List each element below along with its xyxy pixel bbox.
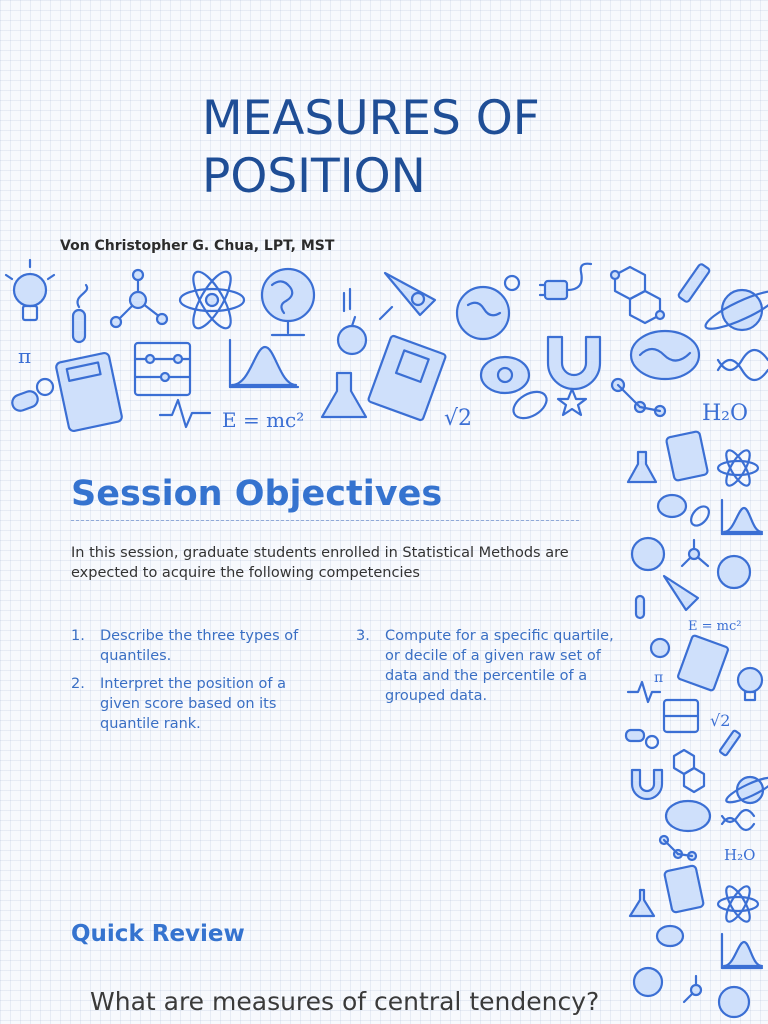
abacus-icon (664, 700, 698, 732)
beaker-icon-2 (630, 890, 654, 916)
bacteria-icon (688, 503, 713, 529)
atom-icon-2 (718, 883, 758, 925)
formula-icon: E = mc² (688, 619, 742, 634)
hexagon-molecule-icon (674, 750, 704, 792)
session-objectives-title: Session Objectives (71, 474, 443, 514)
dna-icon (718, 350, 768, 380)
saturn-icon (702, 285, 768, 335)
rocket-icon (380, 273, 435, 319)
calculator-icon (666, 431, 708, 481)
test-tube-icon (73, 285, 87, 342)
brain-icon (666, 801, 710, 831)
session-intro: In this session, graduate students enrolled in Statistical Methods are expected to acquire the following competencies (71, 545, 569, 581)
science-doodle-side (612, 430, 768, 1024)
list-item (71, 626, 316, 666)
calculator-icon-2 (664, 865, 704, 913)
chart-icon (722, 500, 762, 534)
slide-title (202, 90, 722, 206)
saturn-icon (724, 774, 768, 807)
cell-icon (658, 495, 686, 517)
atom-icon (180, 267, 244, 333)
list-number: 1. (71, 628, 85, 644)
molecule-icon-3 (684, 976, 701, 1002)
dna-icon (722, 810, 754, 830)
abacus-icon (135, 343, 190, 395)
water-icon: H₂O (702, 401, 749, 426)
objectives-list-right (356, 626, 616, 714)
list-number: 2. (71, 676, 85, 692)
star-icon (558, 389, 586, 415)
document-icon (677, 635, 728, 691)
globe-icon-2 (718, 556, 750, 588)
heartbeat-icon (160, 400, 210, 427)
test-tube-icon (636, 596, 644, 618)
objectives-list-left (71, 626, 316, 742)
science-doodle-banner (0, 255, 768, 435)
planet-icon (457, 276, 519, 339)
molecule-icon-2 (612, 379, 665, 416)
apple-icon (338, 289, 366, 354)
water-icon: H₂O (724, 846, 756, 864)
cell-icon-2 (657, 926, 683, 946)
chart-icon-2 (722, 934, 762, 968)
pi-icon: π (18, 344, 32, 368)
list-item (71, 674, 316, 734)
globe-icon (632, 538, 664, 570)
flask-icon (678, 263, 711, 303)
brain-icon (631, 331, 699, 379)
quick-review-question: What are measures of central tendency? (90, 987, 600, 1016)
globe-icon-3 (634, 968, 662, 996)
molecule-icon (682, 540, 708, 566)
objective-text: Compute for a specific quartile, or decile of a given raw set of data and the percentile of a grouped data. (385, 628, 614, 704)
globe-icon (262, 269, 314, 335)
beaker-icon (628, 452, 656, 482)
objective-text: Interpret the position of a given score based on its quantile rank. (100, 676, 287, 732)
hexagon-molecule-icon (611, 267, 664, 323)
list-item (356, 626, 616, 706)
formula-icon: E = mc² (222, 408, 305, 432)
molecule-icon (111, 270, 167, 327)
document-icon (368, 335, 446, 421)
apple-icon (651, 639, 669, 657)
title-line-2: POSITION (202, 149, 426, 204)
chart-icon (230, 340, 298, 387)
cell-icon (481, 357, 529, 393)
list-number: 3. (356, 628, 370, 644)
flask-icon (719, 730, 740, 756)
globe-icon-4 (719, 987, 749, 1017)
title-divider (71, 520, 579, 521)
plug-icon (540, 264, 591, 299)
pill-icon (626, 730, 658, 748)
calculator-icon (55, 352, 122, 432)
objective-text: Describe the three types of quantiles. (100, 628, 299, 664)
sqrt-icon: √2 (444, 406, 473, 431)
sqrt-icon: √2 (710, 711, 731, 730)
quick-review-title: Quick Review (71, 921, 245, 947)
pi-icon: π (654, 670, 664, 686)
light-bulb-icon (6, 260, 54, 320)
molecule-icon-2 (660, 836, 696, 860)
magnet-icon (548, 337, 600, 389)
magnet-icon (632, 770, 662, 799)
author-name: Von Christopher G. Chua, LPT, MST (60, 238, 335, 254)
beaker-icon (322, 373, 366, 417)
light-bulb-icon (738, 668, 762, 700)
rocket-icon (664, 576, 698, 610)
atom-icon (718, 447, 758, 489)
title-line-1: MEASURES OF (202, 91, 540, 146)
pill-icon (10, 379, 53, 413)
